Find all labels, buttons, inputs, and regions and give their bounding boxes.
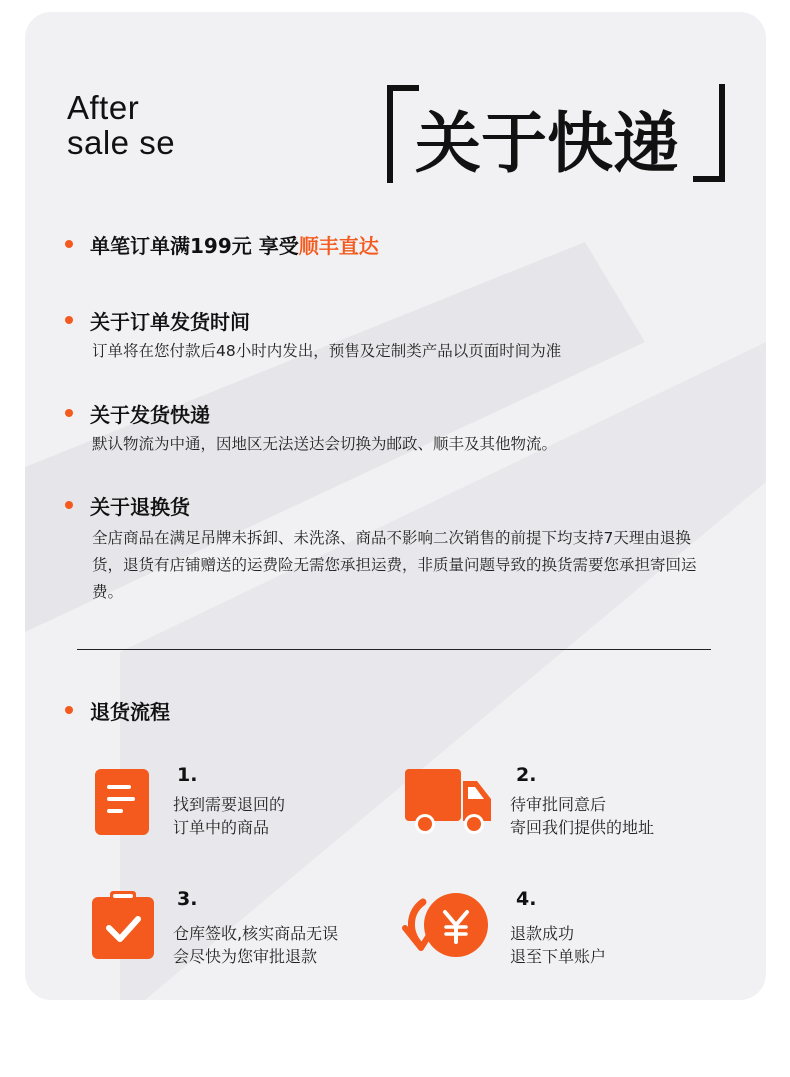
- promo-highlight: 顺丰直达: [298, 234, 379, 258]
- bullet-dot: [65, 240, 73, 248]
- step-description: 待审批同意后 寄回我们提供的地址: [510, 795, 655, 837]
- truck-icon: [405, 769, 491, 835]
- bullet-dot: [65, 501, 73, 509]
- step-number: 2.: [516, 764, 537, 786]
- section-title: 关于订单发货时间: [90, 310, 250, 334]
- bullet-dot: [65, 706, 73, 714]
- bullet-dot: [65, 316, 73, 324]
- section-body: 订单将在您付款后48小时内发出，预售及定制类产品以页面时间为准: [92, 342, 562, 360]
- step-number: 3.: [177, 888, 198, 910]
- step-description: 找到需要退回的 订单中的商品: [173, 795, 286, 837]
- clipboard-check-icon: [92, 891, 154, 959]
- process-title: 退货流程: [90, 700, 170, 724]
- divider: [77, 649, 711, 650]
- info-card: [25, 12, 766, 1000]
- section-body: 全店商品在满足吊牌未拆卸、未洗涤、商品不影响二次销售的前提下均支持7天理由退换货，退货有店铺赠送的运费险无需您承担运费，非质量问题导致的换货需要您承担寄回运费。: [92, 529, 697, 601]
- step-number: 4.: [516, 888, 537, 910]
- section-title: 关于退换货: [90, 495, 190, 519]
- bullet-dot: [65, 409, 73, 417]
- section-title: 关于发货快递: [90, 403, 210, 427]
- step-description: 退款成功 退至下单账户: [510, 924, 607, 966]
- yen-refund-icon: [399, 892, 491, 958]
- step-number: 1.: [177, 764, 198, 786]
- english-title: After sale se: [67, 89, 176, 161]
- promo-text: 单笔订单满199元 享受顺丰直达: [90, 234, 379, 258]
- step-description: 仓库签收,核实商品无误 会尽快为您审批退款: [173, 924, 339, 966]
- section-body: 默认物流为中通，因地区无法送达会切换为邮政、顺丰及其他物流。: [92, 435, 558, 453]
- page-title: 关于快递: [415, 105, 679, 182]
- document-icon: [95, 769, 149, 835]
- close-bracket: [693, 84, 725, 182]
